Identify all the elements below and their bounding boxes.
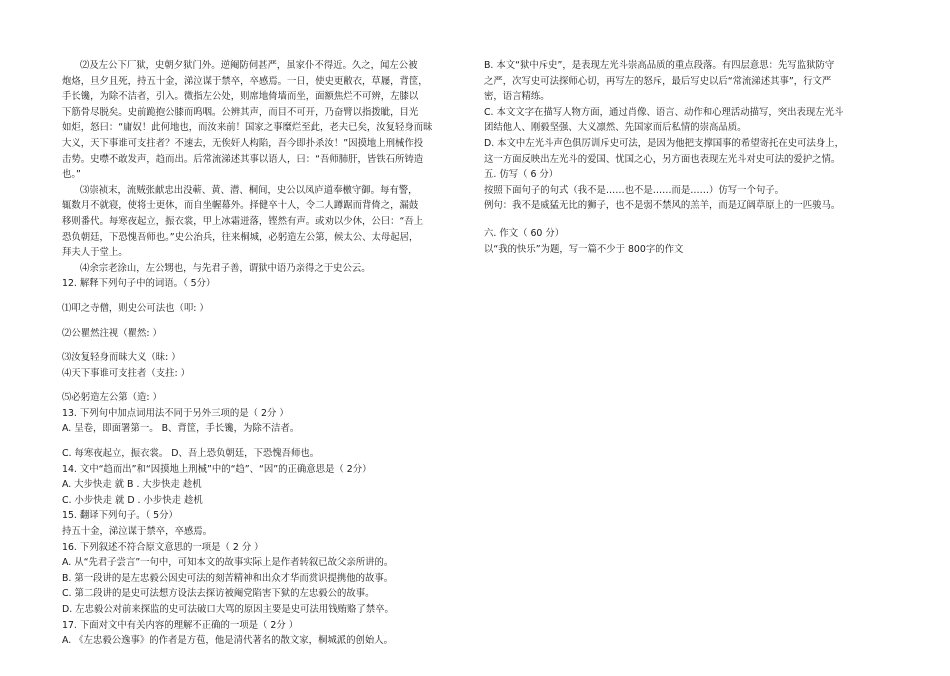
option-b: [484, 58, 904, 105]
question-title: 15. 翻译下列句子。（ 5分）: [62, 510, 178, 522]
text-line: 这一方面反映出左光斗的爱国、忧国之心，另方面也表现左光斗对史可法的爱护之情。: [484, 153, 841, 165]
right-column: [484, 58, 904, 257]
section-title: 六. 作文（ 60 分）: [484, 227, 565, 239]
question-item: ⑵公瞿然注视（瞿然: ）: [62, 327, 162, 339]
question-16: [62, 540, 462, 618]
left-column: [62, 58, 462, 649]
question-title: 16. 下列叙述不符合原文意思的一项是（ 2 分 ）: [62, 541, 264, 553]
text-line: B. 本文“狱中斥史”，是表现左光斗崇高品质的重点段落。有四层意思：先写监狱防守: [484, 60, 835, 71]
question-title: 17. 下面对文中有关内容的理解不正确的一项是（ 2分 ）: [62, 619, 299, 631]
section-prompt: 按照下面句子的句式（我不是……也不是……而是……）仿写一个句子。: [484, 184, 785, 196]
option-item: A. 《左忠毅公逸事》的作者是方苞，他是清代著名的散文家，桐城派的创始人。: [62, 635, 393, 647]
question-title: 13. 下列句中加点词用法不同于另外三项的是（ 2分 ）: [62, 407, 289, 419]
question-14: [62, 462, 462, 509]
option-item: D. 左忠毅公对前来探监的史可法破口大骂的原因主要是史可法用钱贿赂了禁卒。: [62, 604, 394, 615]
text-line: 拜夫人于堂上。: [62, 247, 128, 259]
section-example: 例句：我不是威猛无比的狮子，也不是弱不禁风的羔羊，而是辽阔草原上的一匹骏马。: [484, 200, 841, 212]
passage-paragraph-2: [62, 58, 462, 183]
question-item: ⑶汝复轻身而昧大义（昧: ）: [62, 352, 181, 364]
question-17: [62, 618, 462, 649]
question-title: 14. 文中“趋而出”和“因摸地上刑械”中的“趋”、“因”的正确意思是（ 2分）: [62, 463, 372, 475]
option-row: A. 大步快走 就 B . 大步快走 趁机: [62, 479, 202, 491]
option-row: C. 每寒夜起立，振衣裳。 D、吾上恐负朝廷，下恐愧吾师也。: [62, 448, 320, 460]
text-line: 如炬，怒曰：“庸奴！此何地也，而汝来前！国家之事糜烂至此，老夫已矣，汝复轻身而昧: [62, 122, 433, 134]
text-line: 辄数月不就寝，使将士更休，而自坐幄幕外。择健卒十人，令二人蹲踞而背倚之，漏鼓: [62, 200, 419, 212]
section-prompt: 以“我的快乐”为题，写一篇不少于 800字的作文: [484, 243, 684, 255]
text-line: ⑵及左公下厂狱，史朝夕狱门外。逆阉防伺甚严，虽家仆不得近。久之，闻左公被: [80, 60, 418, 71]
question-item: ⑷天下事谁可支拄者（支拄: ）: [62, 367, 191, 379]
text-line: C. 本文文字在描写人物方面，通过肖像、语言、动作和心理活动描写，突出表现左光斗: [484, 106, 844, 118]
option-row: A. 呈卷，即面署第一。 B、背筐，手长镵，为除不洁者。: [62, 423, 300, 435]
text-line: 击势。史噤不敢发声，趋而出。后常流涕述其事以语人，曰：“吾师肺肝，皆铁石所铸造: [62, 153, 424, 165]
option-c: [484, 105, 904, 136]
question-title: 12. 解释下列句子中的词语。（ 5分）: [62, 278, 216, 290]
text-line: 炮烙，旦夕且死，持五十金，涕泣谋于禁卒，卒感焉。一日，使史更敝衣，草屦，背筐，: [62, 75, 428, 87]
text-line: ⑶崇祯末，流贼张献忠出没蕲、黄、潜、桐间，史公以凤庐道奉檄守御。每有警，: [80, 184, 418, 196]
option-d: [484, 136, 904, 167]
text-line: 恐负朝廷，下恐愧吾师也。”史公治兵，往来桐城，必躬造左公第，候太公、太母起居，: [62, 231, 419, 243]
option-item: C. 第二段讲的是史可法想方设法去探访被阉党陷害下狱的左忠毅公的故事。: [62, 588, 375, 600]
text-line: 之严，次写史可法探师心切，再写左的怒斥，最后写史以后“常流涕述其事”，行文严: [484, 75, 832, 87]
passage-paragraph-4: ⑷余宗老涂山，左公甥也，与先君子善，谓狱中语乃亲得之于史公云。: [80, 262, 371, 274]
question-item: ⑸必躬造左公第（造: ）: [62, 392, 162, 404]
text-line: 移则番代。每寒夜起立，振衣裳，甲上冰霜迸落，铿然有声。或劝以少休，公曰：“吾上: [62, 215, 424, 227]
option-row: C. 小步快走 就 D . 小步快走 趁机: [62, 494, 203, 506]
text-line: 下筋骨尽脱矣。史前跪抱公膝而呜咽。公辨其声，而目不可开，乃奋臂以指拨眦，目光: [62, 106, 419, 118]
text-line: 密，语言精练。: [484, 91, 550, 103]
option-item: A. 从“先君子尝言”一句中，可知本文的故事实际上是作者转叙已故父亲所讲的。: [62, 557, 394, 569]
text-line: 也。”: [62, 169, 81, 181]
section-imitation: [484, 167, 904, 214]
option-item: B. 第一段讲的是左忠毅公因史可法的刻苦精神和出众才华而赏识提携他的故事。: [62, 572, 394, 584]
text-line: 大义，天下事谁可支拄者？不速去，无俟奸人构陷，吾今即扑杀汝！”因摸地上刑械作投: [62, 137, 424, 149]
text-line: 手长镵，为除不洁者，引入。微指左公处，则席地倚墙而坐，面额焦烂不可辨，左膝以: [62, 91, 419, 103]
section-essay: [484, 226, 904, 257]
question-item: ⑴叩之寺僧，则史公可法也（叩: ）: [62, 302, 209, 314]
question-text: 持五十金，涕泣谋于禁卒，卒感焉。: [62, 526, 213, 538]
section-title: 五. 仿写（ 6 分）: [484, 169, 559, 181]
question-13: [62, 406, 462, 462]
question-12: [62, 276, 462, 406]
question-15: [62, 508, 462, 539]
text-line: D. 本文中左光斗声色俱厉训斥史可法，是因为他把支撑国事的希望寄托在史可法身上，: [484, 137, 845, 149]
passage-paragraph-3: [62, 183, 462, 261]
text-line: 团结他人、刚毅坚强、大义凛然、先国家而后私情的崇高品质。: [484, 122, 747, 134]
